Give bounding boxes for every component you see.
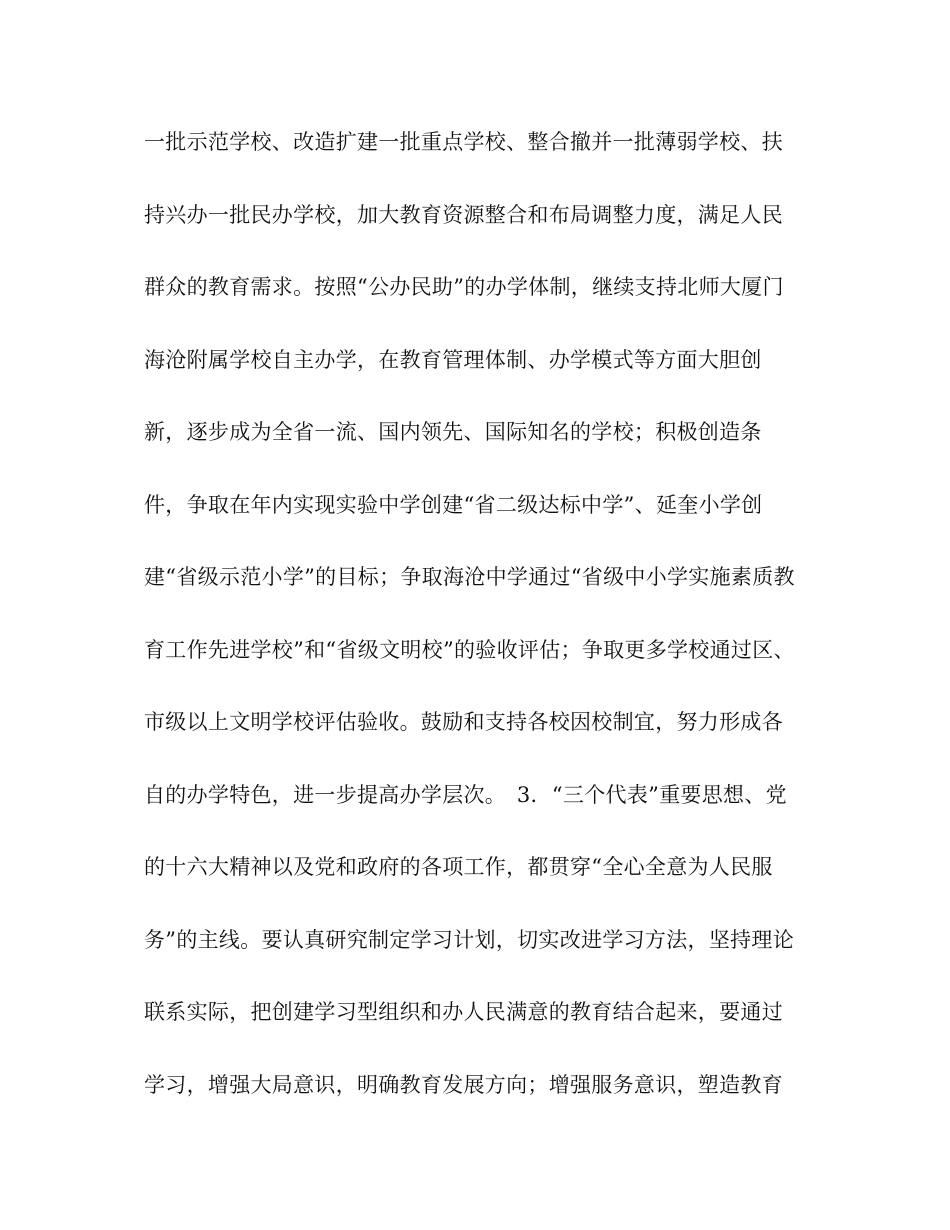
document-body — [144, 120, 824, 1135]
text-line: 市级以上文明学校评估验收。鼓励和支持各校因校制宜，努力形成各 — [144, 710, 783, 734]
text-line: 持兴办一批民办学校，加大教育资源整合和布局调整力度，满足人民 — [144, 202, 783, 227]
text-line: 务”的主线。要认真研究制定学习计划，切实改进学习方法，坚持理论 — [144, 927, 795, 952]
text-line: 自的办学特色，进一步提高办学层次。 3．“三个代表”重要思想、党 — [144, 782, 787, 807]
text-line: 建“省级示范小学”的目标；争取海沧中学通过“省级中小学实施素质教 — [144, 565, 795, 589]
text-line: 的十六大精神以及党和政府的各项工作，都贯穿“全心全意为人民服 — [144, 855, 773, 879]
text-line: 海沧附属学校自主办学，在教育管理体制、办学模式等方面大胆创 — [144, 347, 762, 372]
text-line: 联系实际，把创建学习型组织和办人民满意的教育结合起来，要通过 — [144, 1000, 783, 1024]
text-line: 群众的教育需求。按照“公办民助”的办学体制，继续支持北师大厦门 — [144, 275, 784, 299]
text-line: 一批示范学校、改造扩建一批重点学校、整合撤并一批薄弱学校、扶 — [144, 130, 783, 154]
text-line: 件，争取在年内实现实验中学创建“省二级达标中学”、延奎小学创 — [144, 492, 763, 517]
text-line: 学习，增强大局意识，明确教育发展方向；增强服务意识，塑造教育 — [144, 1072, 783, 1097]
text-line: 新，逐步成为全省一流、国内领先、国际知名的学校；积极创造条 — [144, 420, 762, 444]
text-line: 育工作先进学校”和“省级文明校”的验收评估；争取更多学校通过区、 — [144, 637, 795, 662]
